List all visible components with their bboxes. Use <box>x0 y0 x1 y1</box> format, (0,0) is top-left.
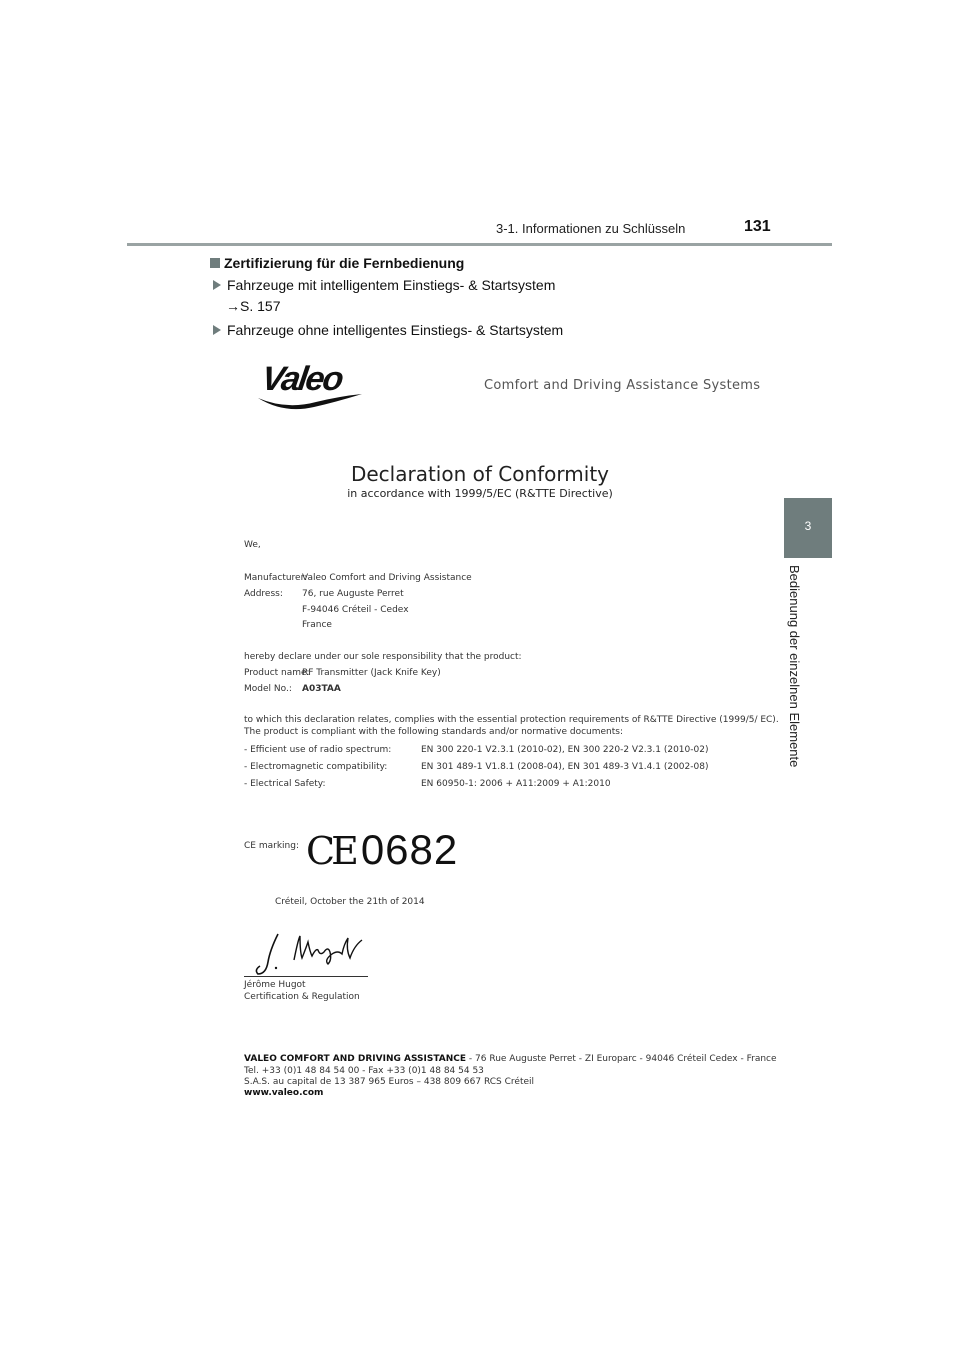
address-line-3: France <box>302 620 332 630</box>
compliance-text-2: The product is compliant with the following standards and/or normative documents: <box>244 727 623 737</box>
footer-company-line <box>244 1054 777 1064</box>
manufacturer-label: Manufacturer: <box>244 573 308 583</box>
triangle-bullet-icon <box>213 325 221 335</box>
footer-website[interactable]: www.valeo.com <box>244 1088 324 1098</box>
model-label: Model No.: <box>244 684 292 694</box>
page-number: 131 <box>744 218 771 235</box>
declaration-title: Declaration of Conformity <box>350 462 610 486</box>
section-header: 3-1. Informationen zu Schlüsseln <box>496 221 686 236</box>
address-line-2: F-94046 Créteil - Cedex <box>302 605 409 615</box>
ce-marking <box>306 826 458 874</box>
place-date: Créteil, October the 21th of 2014 <box>275 897 425 907</box>
declaration-subtitle: in accordance with 1999/5/EC (R&TTE Directive) <box>347 487 613 500</box>
valeo-swoosh-icon <box>256 392 366 412</box>
we-text: We, <box>244 540 261 550</box>
footer-tel: Tel. +33 (0)1 48 84 54 00 - Fax +33 (0)1 48 84 54 53 <box>244 1066 484 1076</box>
bullet-item-2 <box>213 322 563 338</box>
signature-line <box>244 976 368 977</box>
triangle-bullet-icon <box>213 280 221 290</box>
section-title: Zertifizierung für die Fernbedienung <box>224 255 465 271</box>
standard-value-2: EN 301 489-1 V1.8.1 (2008-04), EN 301 489-3 V1.4.1 (2002-08) <box>421 762 709 772</box>
address-line-1: 76, rue Auguste Perret <box>302 589 404 599</box>
ce-label: CE marking: <box>244 841 299 851</box>
address-label: Address: <box>244 589 283 599</box>
valeo-logo: Valeo <box>259 360 345 398</box>
product-value: RF Transmitter (Jack Knife Key) <box>302 668 441 678</box>
header-rule <box>127 243 832 246</box>
standard-value-1: EN 300 220-1 V2.3.1 (2010-02), EN 300 220-2 V2.3.1 (2010-02) <box>421 745 709 755</box>
standard-label-2: - Electromagnetic compatibility: <box>244 762 388 772</box>
model-value: A03TAA <box>302 684 341 694</box>
ce-number: 0682 <box>360 826 459 873</box>
section-title-row <box>210 255 464 271</box>
footer-sas: S.A.S. au capital de 13 387 965 Euros – 438 809 667 RCS Créteil <box>244 1077 535 1087</box>
footer-address: - 76 Rue Auguste Perret - ZI Europarc - 94046 Créteil Cedex - France <box>466 1054 777 1064</box>
bullet-text-1: Fahrzeuge mit intelligentem Einstiegs- & Startsystem <box>227 277 556 293</box>
manufacturer-value: Valeo Comfort and Driving Assistance <box>302 573 472 583</box>
signer-title: Certification & Regulation <box>244 992 360 1002</box>
ce-logo: CE <box>306 829 355 873</box>
chapter-tab: 3 <box>784 498 832 558</box>
square-bullet-icon <box>210 258 220 268</box>
signer-name: Jérôme Hugot <box>244 980 306 990</box>
product-label: Product name: <box>244 668 310 678</box>
chapter-side-label-wrap <box>782 565 806 775</box>
standard-value-3: EN 60950-1: 2006 + A11:2009 + A1:2010 <box>421 779 611 789</box>
signature-icon <box>250 930 380 980</box>
bullet-text-2: Fahrzeuge ohne intelligentes Einstiegs- & Startsystem <box>227 322 564 338</box>
bullet-item-1 <box>213 277 555 293</box>
standard-label-3: - Electrical Safety: <box>244 779 326 789</box>
compliance-text-1: to which this declaration relates, complies with the essential protection requirements of R&TTE Directive (1999/5/ EC). <box>244 715 779 725</box>
chapter-side-label: Bedienung der einzelnen Elemente <box>787 565 802 768</box>
standard-label-1: - Efficient use of radio spectrum: <box>244 745 392 755</box>
footer-company: VALEO COMFORT AND DRIVING ASSISTANCE <box>244 1054 467 1064</box>
page-reference[interactable]: →S. 157 <box>226 298 281 314</box>
declare-text: hereby declare under our sole responsibility that the product: <box>244 652 522 662</box>
letter-tagline: Comfort and Driving Assistance Systems <box>484 378 761 393</box>
